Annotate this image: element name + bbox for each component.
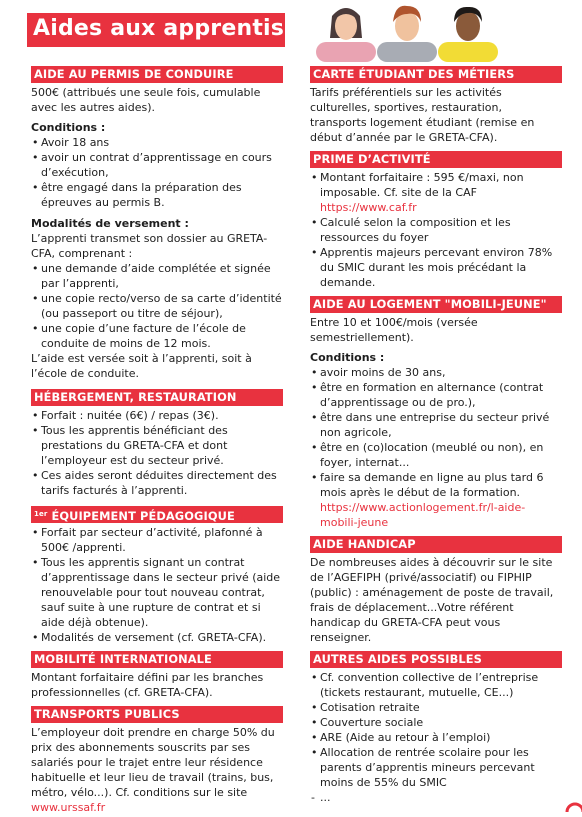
list-item: • Forfait par secteur d’activité, plafonné à 500€ /apprenti. <box>31 525 283 555</box>
heading-superscript: 1er <box>34 510 48 518</box>
person-2-icon <box>373 2 441 62</box>
list-item: • Couverture sociale <box>310 715 562 730</box>
section-equipement <box>31 506 283 645</box>
list-item: • avoir moins de 30 ans, <box>310 365 562 380</box>
person-3-icon <box>434 2 502 62</box>
section-hebergement <box>31 389 283 498</box>
logo-mark-icon <box>565 800 582 817</box>
modalites-list <box>31 261 283 351</box>
list-item: • ARE (Aide au retour à l’emploi) <box>310 730 562 745</box>
equipement-list <box>31 525 283 645</box>
section-text <box>31 725 283 815</box>
conditions-title: Conditions : <box>310 351 385 364</box>
section-prime <box>310 151 562 290</box>
conditions-title: Conditions : <box>31 121 106 134</box>
heading-text: ÉQUIPEMENT PÉDAGOGIQUE <box>47 509 235 523</box>
section-permis <box>31 66 283 381</box>
section-text: Tarifs préférentiels sur les activités culturelles, sportives, restauration, transports logement étudiant (remise en début d’année par le GRETA-CFA). <box>310 86 535 144</box>
section-text: De nombreuses aides à découvrir sur le site de l’AGEFIPH (privé/associatif) ou FIPHIP (public) : aménagement de poste de travail, frais de déplacement...Votre référent handicap du GRETA-CFA peut vous renseigner. <box>310 556 554 644</box>
list-item: • Allocation de rentrée scolaire pour les parents d’apprentis mineurs percevant moins de 55% du SMIC <box>310 745 562 790</box>
list-item <box>310 170 562 215</box>
section-heading: AIDE AU PERMIS DE CONDUIRE <box>31 66 283 83</box>
section-heading: TRANSPORTS PUBLICS <box>31 706 283 723</box>
prime-list <box>310 170 562 290</box>
list-item: • Avoir 18 ans <box>31 135 283 150</box>
text-body: L’employeur doit prendre en charge 50% du prix des abonnements souscrits par ses salariés pour le trajet entre leur résidence habituelle et leur lieu de travail (trains, bus, métro, vélo...). Cf. conditions sur le site <box>31 726 275 799</box>
autres-list <box>310 670 562 790</box>
left-column <box>31 66 283 815</box>
modalites-intro: L’apprenti transmet son dossier au GRETA-CFA, comprenant : <box>31 232 268 260</box>
list-item: • Cotisation retraite <box>310 700 562 715</box>
section-transports <box>31 706 283 815</box>
list-item: • faire sa demande en ligne au plus tard 6 mois après le début de la formation. <box>310 470 562 500</box>
list-item: • Ces aides seront déduites directement des tarifs facturés à l’apprenti. <box>31 468 283 498</box>
list-item: • Calculé selon la composition et les ressources du foyer <box>310 215 562 245</box>
section-autres <box>310 651 562 805</box>
section-heading: HÉBERGEMENT, RESTAURATION <box>31 389 283 406</box>
caf-link[interactable]: https://www.caf.fr <box>320 201 417 214</box>
section-heading <box>31 506 283 523</box>
section-carte <box>310 66 562 145</box>
avatars-illustration <box>310 2 562 62</box>
section-heading: MOBILITÉ INTERNATIONALE <box>31 651 283 668</box>
page-title: Aides aux apprentis <box>27 13 285 47</box>
hebergement-list <box>31 408 283 498</box>
section-outro: L’aide est versée soit à l’apprenti, soit à l’école de conduite. <box>31 352 252 380</box>
list-item: • une copie d’une facture de l’école de conduite de moins de 12 mois. <box>31 321 283 351</box>
list-item: • Apprentis majeurs percevant environ 78% du SMIC durant les mois précédant la demande. <box>310 245 562 290</box>
list-item: • être engagé dans la préparation des épreuves au permis B. <box>31 180 283 210</box>
section-intro: Entre 10 et 100€/mois (versée semestriellement). <box>310 316 478 344</box>
list-item: • être en formation en alternance (contrat d’apprentissage ou de pro.), <box>310 380 562 410</box>
list-item: • Tous les apprentis bénéficiant des prestations du GRETA-CFA et dont l’employeur est du secteur privé. <box>31 423 283 468</box>
person-1-icon <box>312 2 380 62</box>
section-heading: CARTE ÉTUDIANT DES MÉTIERS <box>310 66 562 83</box>
conditions-list <box>310 365 562 500</box>
list-item: • être en (co)location (meublé ou non), en foyer, internat... <box>310 440 562 470</box>
section-intro: 500€ (attribués une seule fois, cumulable avec les autres aides). <box>31 86 261 114</box>
section-handicap <box>310 536 562 645</box>
list-item: • être dans une entreprise du secteur privé non agricole, <box>310 410 562 440</box>
section-logement <box>310 296 562 530</box>
list-item: • Tous les apprentis signant un contrat d’apprentissage dans le secteur privé (aide renouvelable pour tout nouveau contrat, sauf suite à une rupture de contrat et si aide déjà obtenue). <box>31 555 283 630</box>
actionlogement-link[interactable]: https://www.actionlogement.fr/l-aide-mobili-jeune <box>320 501 526 529</box>
right-column <box>310 66 562 805</box>
conditions-list <box>31 135 283 210</box>
modalites-title: Modalités de versement : <box>31 217 189 230</box>
section-heading: AIDE AU LOGEMENT "MOBILI-JEUNE" <box>310 296 562 313</box>
urssaf-link[interactable]: www.urssaf.fr <box>31 801 106 814</box>
section-mobilite <box>31 651 283 700</box>
list-item: • Modalités de versement (cf. GRETA-CFA). <box>31 630 283 645</box>
list-item: • une copie recto/verso de sa carte d’identité (ou passeport ou titre de séjour), <box>31 291 283 321</box>
list-item: - ... <box>310 790 562 805</box>
section-heading: PRIME D’ACTIVITÉ <box>310 151 562 168</box>
list-item: • une demande d’aide complétée et signée par l’apprenti, <box>31 261 283 291</box>
section-heading: AIDE HANDICAP <box>310 536 562 553</box>
list-item: • avoir un contrat d’apprentissage en cours d’exécution, <box>31 150 283 180</box>
list-item: • Cf. convention collective de l’entreprise (tickets restaurant, mutuelle, CE...) <box>310 670 562 700</box>
section-heading: AUTRES AIDES POSSIBLES <box>310 651 562 668</box>
autres-list-more <box>310 790 562 805</box>
list-item: • Forfait : nuitée (6€) / repas (3€). <box>31 408 283 423</box>
section-text: Montant forfaitaire défini par les branches professionnelles (cf. GRETA-CFA). <box>31 671 264 699</box>
item-text: Montant forfaitaire : 595 €/maxi, non imposable. Cf. site de la CAF <box>320 171 524 199</box>
